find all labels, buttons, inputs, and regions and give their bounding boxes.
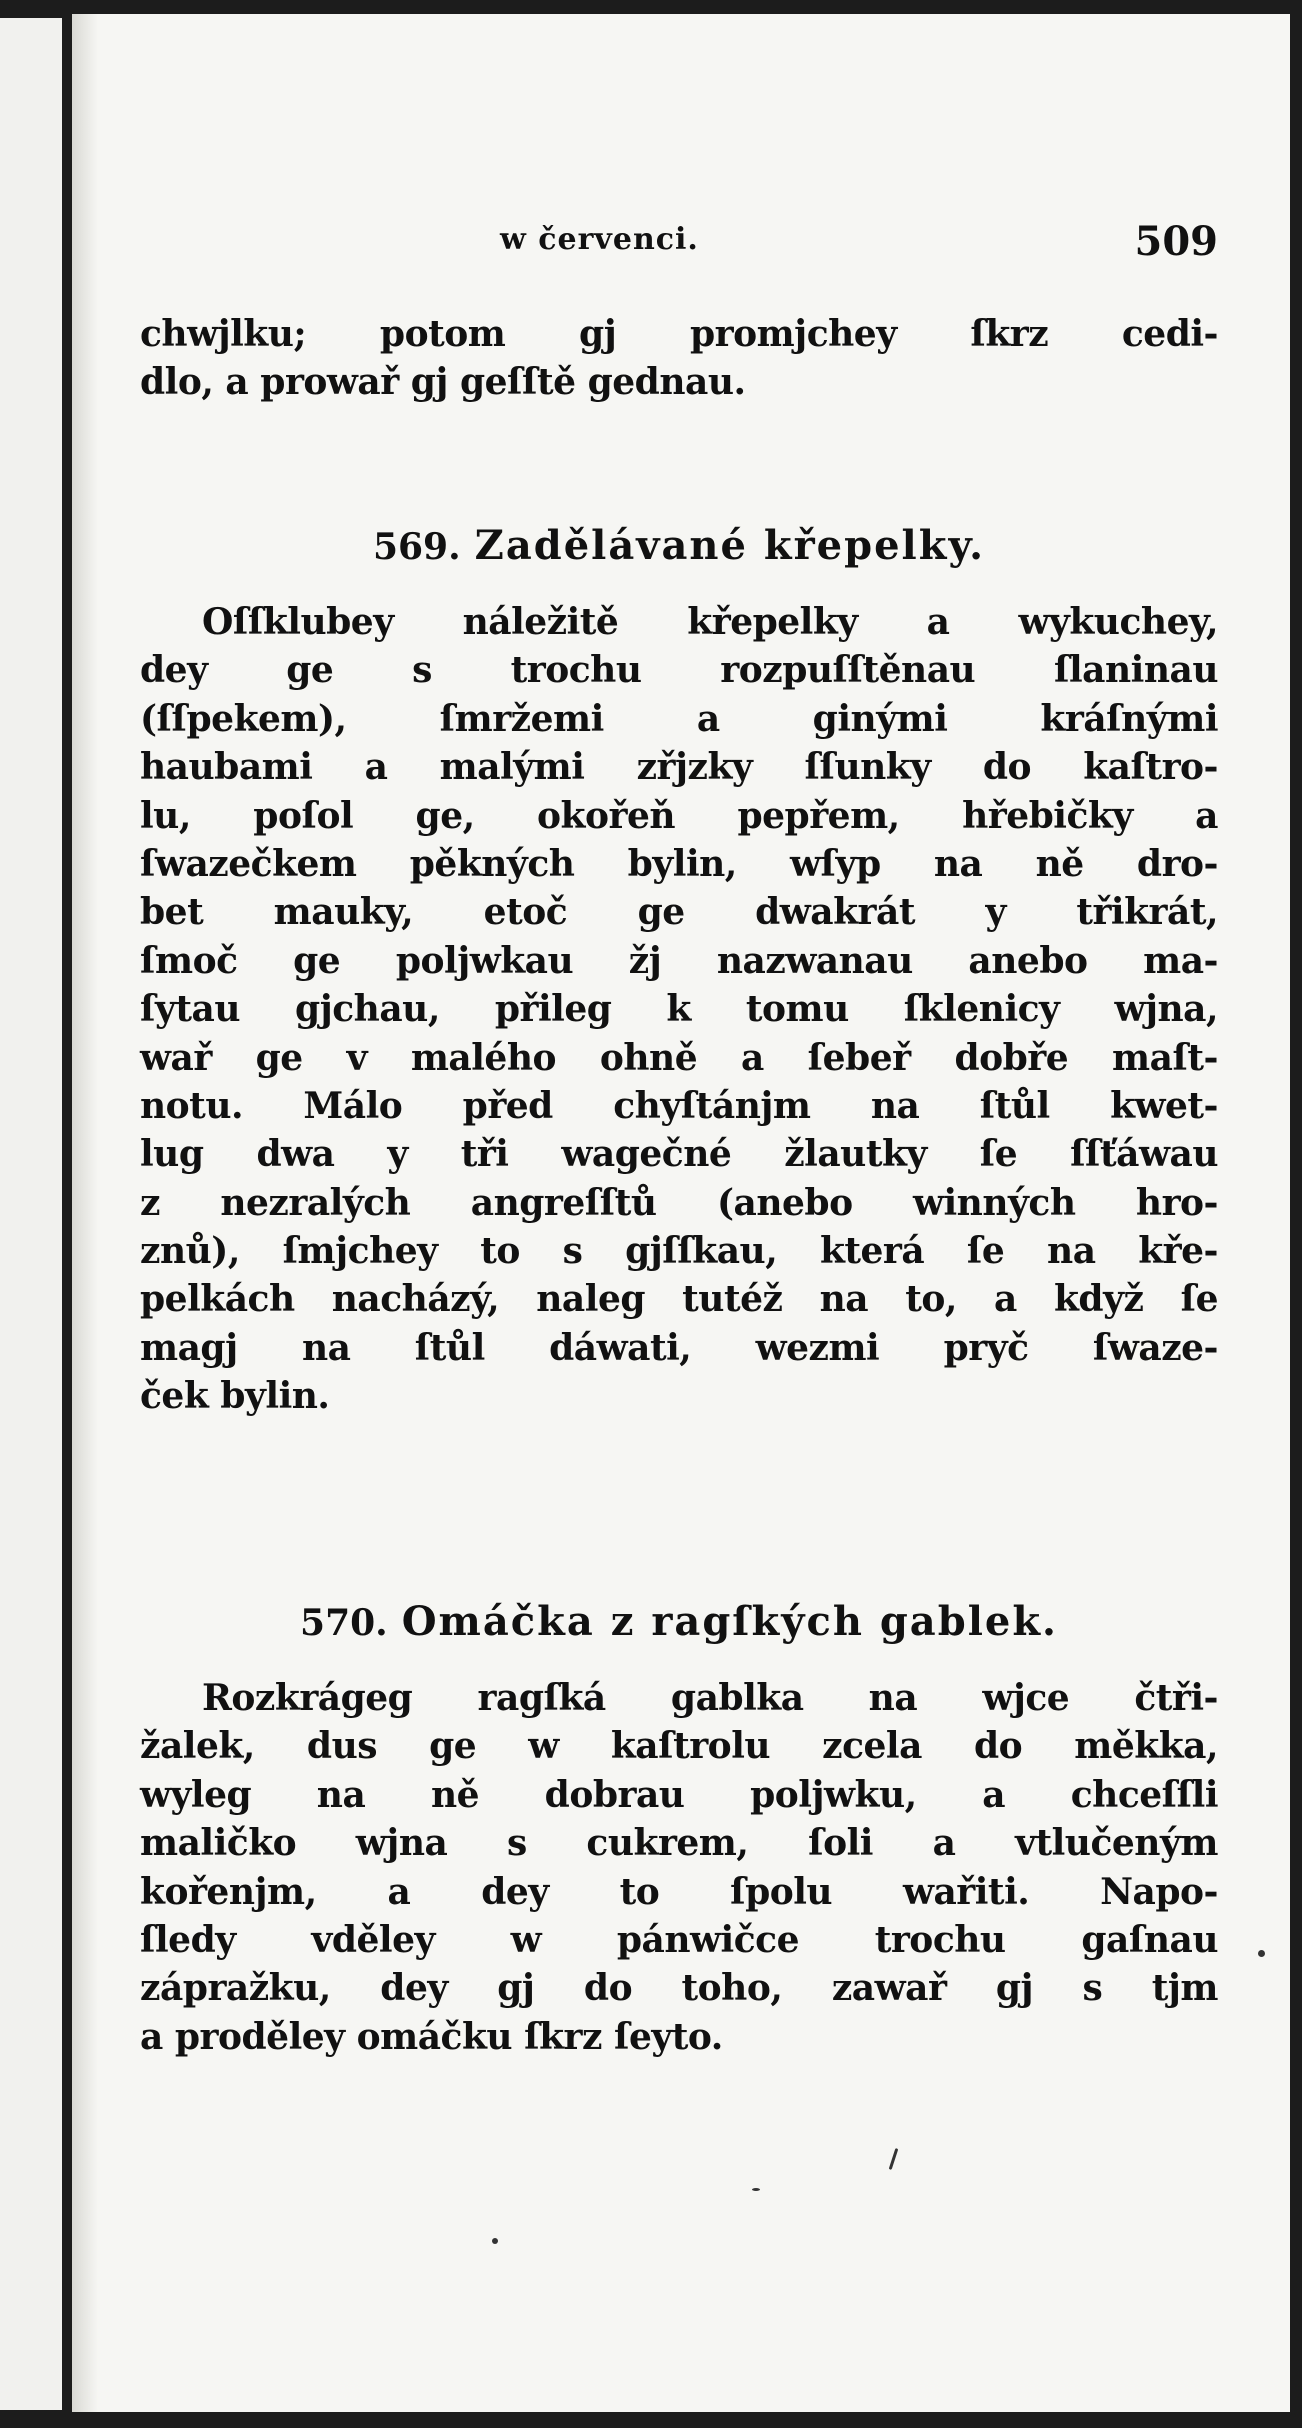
gutter-shadow xyxy=(72,14,98,2412)
recipe-number: 569. xyxy=(372,526,461,568)
recipe-number: 570. xyxy=(300,1602,388,1644)
recipe-title: Omáčka z ragſkých gablek. xyxy=(401,1598,1058,1645)
page-number: 509 xyxy=(1134,218,1218,265)
text-line: wař ge v malého ohně a ſebeř dobře maſt- xyxy=(140,1036,1218,1079)
text-line: z nezralých angreſſtů (anebo winných hro- xyxy=(140,1181,1218,1224)
recipe-heading-569 xyxy=(140,522,1218,569)
text-line: dlo, a prowař gj geſſtě gednau. xyxy=(140,361,746,404)
paper-scratch xyxy=(889,2148,899,2170)
continuation-paragraph xyxy=(140,310,1218,407)
paper-speck xyxy=(1258,1950,1265,1957)
recipe-body-570 xyxy=(140,1674,1218,2061)
text-line: dey ge s trochu rozpuſſtěnau ſlaninau xyxy=(140,649,1218,692)
recipe-body-569 xyxy=(140,598,1218,1421)
text-line: a proděley omáčku ſkrz ſeyto. xyxy=(140,2015,723,2058)
text-line: pelkách nacházý, naleg tutéž na to, a když ſe xyxy=(140,1278,1218,1321)
text-line: ſledy vděley w pánwičce trochu gaſnau xyxy=(140,1918,1218,1961)
text-line: bet mauky, etoč ge dwakrát y třikrát, xyxy=(140,891,1218,934)
paper-speck xyxy=(752,2188,760,2191)
running-head-title: w červenci. xyxy=(500,222,699,257)
text-line: ſwazečkem pěkných bylin, wſyp na ně dro- xyxy=(140,842,1218,885)
recipe-heading-570 xyxy=(140,1598,1218,1645)
text-line: ček bylin. xyxy=(140,1375,330,1418)
text-line: Oſſklubey náležitě křepelky a wykuchey, xyxy=(202,601,1218,643)
paper-speck xyxy=(492,2238,498,2244)
book-page xyxy=(72,14,1290,2412)
text-line: magj na ſtůl dáwati, wezmi pryč ſwaze- xyxy=(140,1326,1218,1369)
text-line: ſytau gjchau, přileg k tomu ſklenicy wjna, xyxy=(140,988,1218,1031)
text-line: wyleg na ně dobrau poljwku, a chceſſli xyxy=(140,1773,1218,1816)
text-line: ſmoč ge poljwkau žj nazwanau anebo ma- xyxy=(140,939,1218,982)
recipe-title: Zadělávané křepelky. xyxy=(474,522,986,569)
text-line: chwjlku; potom gj promjchey ſkrz cedi- xyxy=(140,313,1218,355)
text-line: maličko wjna s cukrem, ſoli a vtlučeným xyxy=(140,1822,1218,1865)
text-line: zápražku, dey gj do toho, zawař gj s tjm xyxy=(140,1967,1218,2010)
text-line: (ſſpekem), ſmržemi a ginými kráſnými xyxy=(140,697,1218,740)
text-line: kořenjm, a dey to ſpolu wařiti. Napo- xyxy=(140,1870,1218,1913)
facing-page-edge xyxy=(0,18,62,2410)
text-line: Rozkrágeg ragſká gablka na wjce čtři- xyxy=(202,1677,1218,1719)
text-line: znů), ſmjchey to s gjſſkau, která ſe na kře- xyxy=(140,1230,1218,1273)
text-line: notu. Málo před chyſtánjm na ſtůl kwet- xyxy=(140,1084,1218,1127)
running-head xyxy=(140,218,1218,272)
text-line: lug dwa y tři wagečné žlautky ſe ſſťáwau xyxy=(140,1133,1218,1176)
text-line: žalek, dus ge w kaſtrolu zcela do měkka, xyxy=(140,1725,1218,1768)
text-line: haubami a malými zřjzky ſſunky do kaſtro- xyxy=(140,746,1218,789)
text-line: lu, poſol ge, okořeň pepřem, hřebičky a xyxy=(140,794,1218,837)
